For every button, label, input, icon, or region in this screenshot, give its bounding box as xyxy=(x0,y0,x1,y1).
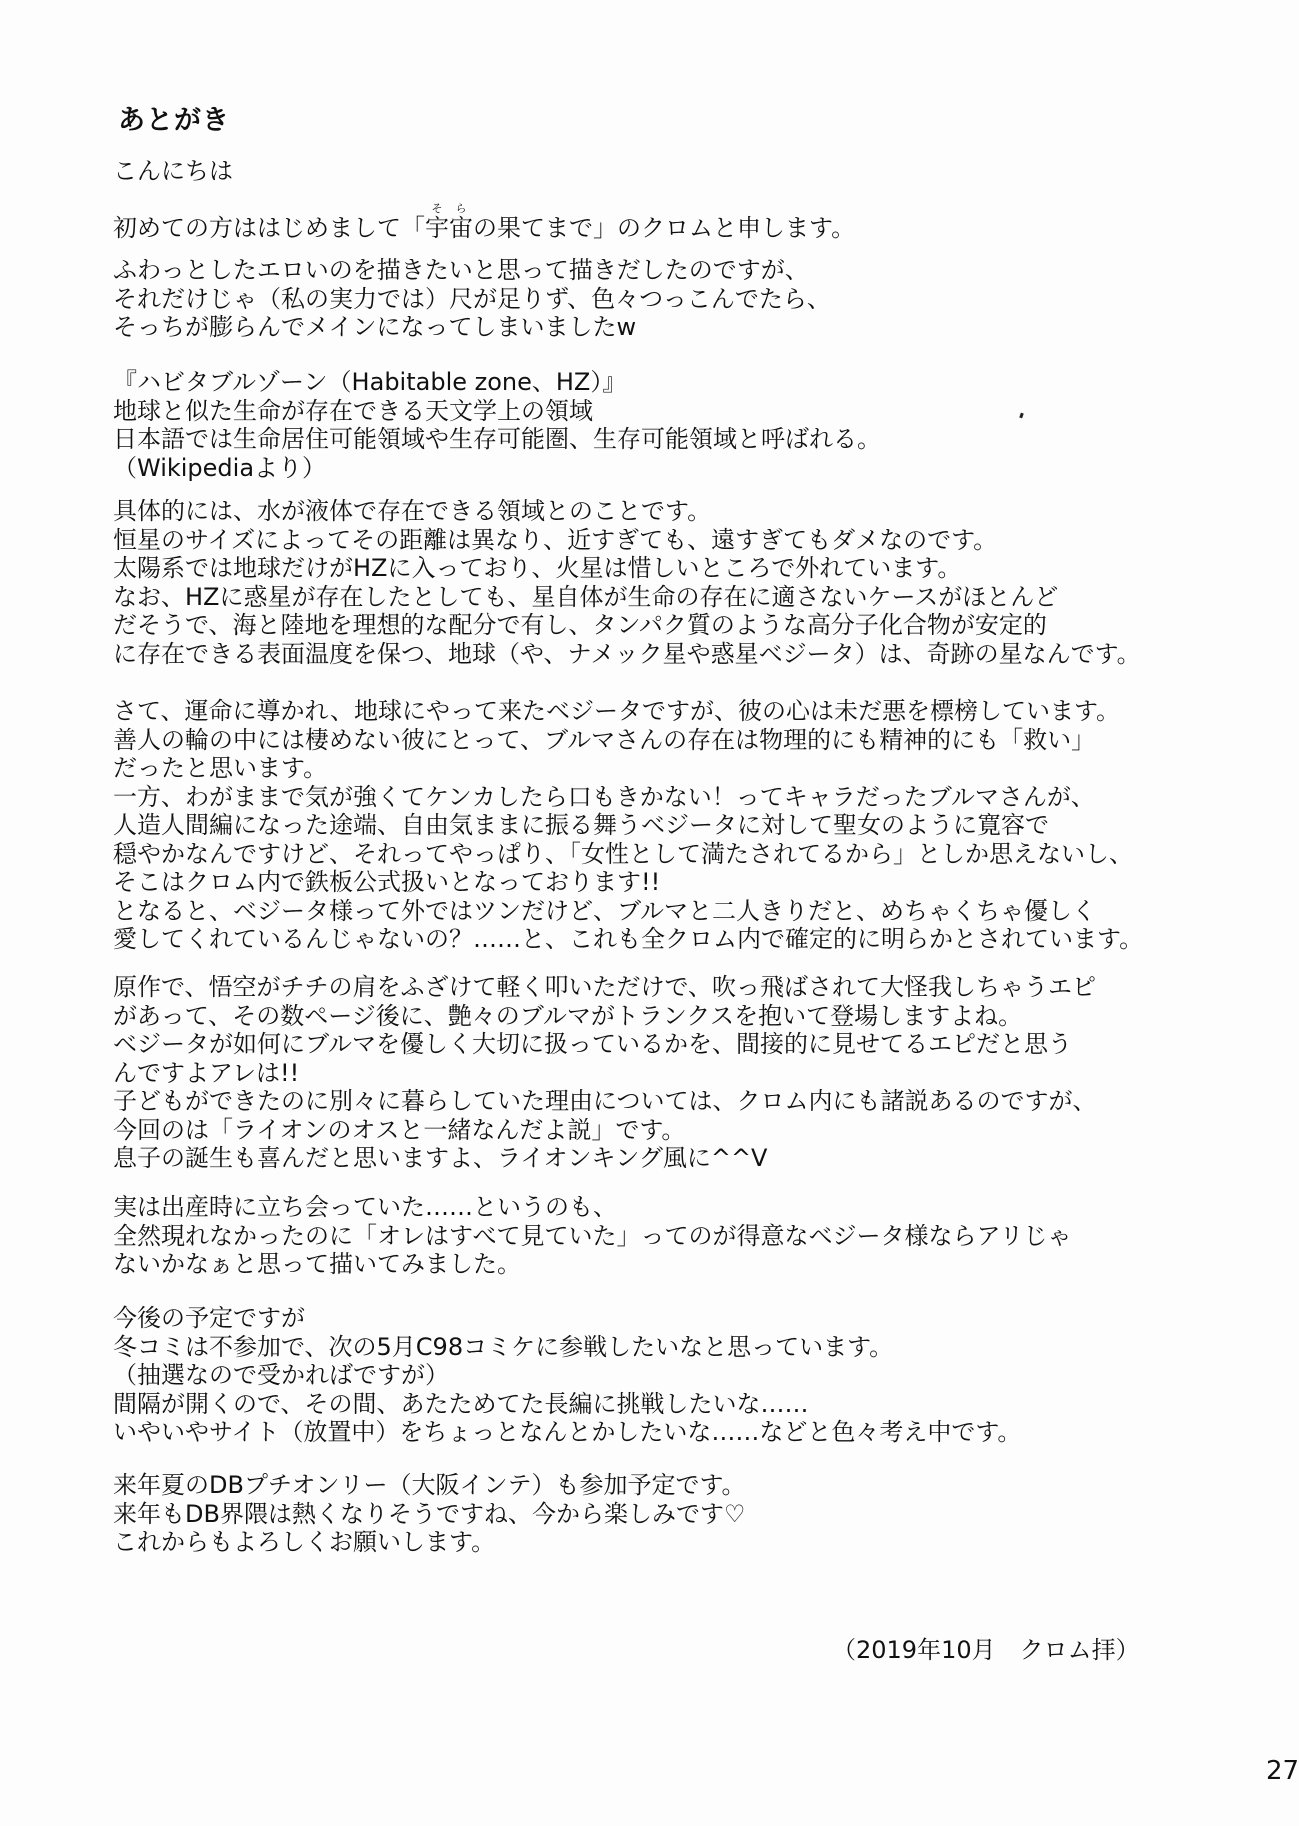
text-line: 実は出産時に立ち会っていた……というのも、 xyxy=(113,1193,617,1221)
text-line: 原作で、悟空がチチの肩をふざけて軽く叩いただけで、吹っ飛ばされて大怪我しちゃうエピ xyxy=(113,973,1097,1001)
signature: （2019年10月 クロム拝） xyxy=(832,1636,1140,1664)
text-line: 太陽系では地球だけがHZに入っており、火星は惜しいところで外れています。 xyxy=(113,554,962,582)
text-line: 子どもができたのに別々に暮らしていた理由については、クロム内にも諸説あるのですが、 xyxy=(113,1087,1097,1115)
page-number: 27 xyxy=(1266,1756,1299,1786)
text-line: いやいやサイト（放置中）をちょっとなんとかしたいな……などと色々考え中です。 xyxy=(113,1418,1022,1446)
text-segment: 初めての方ははじめまして「 xyxy=(113,214,425,242)
text-line: 間隔が開くので、その間、あたためてた長編に挑戦したいな…… xyxy=(113,1389,809,1418)
greeting-paragraph xyxy=(113,157,233,186)
text-line: 冬コミは不参加で、次の5月C98コミケに参戦したいなと思っています。 xyxy=(113,1332,894,1361)
text-line: そこはクロム内で鉄板公式扱いとなっております!! xyxy=(113,868,661,896)
text-line: さて、運命に導かれ、地球にやって来たベジータですが、彼の心は未だ悪を標榜しています。 xyxy=(113,697,1121,725)
text-line: だそうで、海と陸地を理想的な配分で有し、タンパク質のような高分子化合物が安定的 xyxy=(113,611,1047,639)
paragraph-2 xyxy=(113,256,831,342)
text-line: 日本語では生命居住可能領域や生存可能圏、生存可能領域と呼ばれる。 xyxy=(113,425,881,453)
text-line: となると、ベジータ様って外ではツンだけど、ブルマと二人きりだと、めちゃくちゃ優しく xyxy=(113,896,1097,925)
text-line: んですよアレは!! xyxy=(113,1058,300,1087)
paragraph-7 xyxy=(113,1193,1072,1279)
text-line: 愛してくれているんじゃないの？……と、これも全クロム内で確定的に明らかとされています。 xyxy=(113,925,1144,953)
text-line: 恒星のサイズによってその距離は異なり、近すぎても、遠すぎてもダメなのです。 xyxy=(113,525,998,554)
text-line: 一方、わがままで気が強くてケンカしたら口もきかない！ってキャラだったブルマさんが、 xyxy=(113,782,1095,811)
text-line: これからもよろしくお願いします。 xyxy=(113,1528,496,1556)
text-line: に存在できる表面温度を保つ、地球（や、ナメック星や惑星ベジータ）は、奇跡の星なんです。 xyxy=(113,639,1141,668)
text-line: 地球と似た生命が存在できる天文学上の領域 xyxy=(113,396,593,425)
paragraph-4 xyxy=(113,497,1141,668)
text-line: ベジータが如何にブルマを優しく大切に扱っているかを、間接的に見せてるエピだと思う xyxy=(113,1030,1073,1058)
text-line: それだけじゃ（私の実力では）尺が足りず、色々つっこんでたら、 xyxy=(113,284,831,313)
text-line: があって、その数ページ後に、艶々のブルマがトランクスを抱いて登場しますよね。 xyxy=(113,1001,1023,1030)
text-line: 善人の輪の中には棲めない彼にとって、ブルマさんの存在は物理的にも精神的にも「救い」 xyxy=(113,725,1096,754)
text-segment: の果てまで」のクロムと申します。 xyxy=(473,214,856,242)
afterword-heading: あとがき xyxy=(118,105,230,136)
text-line: （Wikipediaより） xyxy=(113,453,327,482)
text-line xyxy=(113,202,855,243)
scan-speck xyxy=(1019,413,1024,419)
ruby-word xyxy=(425,202,473,242)
text-line: ふわっとしたエロいのを描きたいと思って描きだしたのですが、 xyxy=(113,256,809,284)
text-line: こんにちは xyxy=(113,157,233,185)
text-line: 今回のは「ライオンのオスと一緒なんだよ説」です。 xyxy=(113,1115,686,1144)
text-line: 穏やかなんですけど、それってやっぱり、「女性として満たされてるから」としか思えないし、 xyxy=(113,839,1133,868)
text-line: 息子の誕生も喜んだと思いますよ、ライオンキング風に^^V xyxy=(113,1144,768,1172)
intro-paragraph xyxy=(113,202,855,243)
text-line: そっちが膨らんでメインになってしまいましたw xyxy=(113,313,637,341)
paragraph-6 xyxy=(113,973,1097,1173)
text-line: ないかなぁと思って描いてみました。 xyxy=(113,1250,521,1278)
text-line: （抽選なので受かればですが） xyxy=(113,1361,449,1389)
text-line: 来年もDB界隈は熱くなりそうですね、今から楽しみです♡ xyxy=(113,1499,746,1528)
text-line: 来年夏のDBプチオンリー（大阪インテ）も参加予定です。 xyxy=(113,1471,746,1499)
paragraph-closing xyxy=(113,1471,746,1557)
text-line: 『ハビタブルゾーン（Habitable zone、HZ）』 xyxy=(113,368,627,396)
text-line: 全然現れなかったのに「オレはすべて見ていた」ってのが得意なベジータ様ならアリじゃ xyxy=(113,1221,1072,1250)
text-line: だったと思います。 xyxy=(113,754,328,782)
paragraph-future-plans xyxy=(113,1304,1021,1447)
paragraph-5 xyxy=(113,697,1143,954)
ruby-base: 宇宙 xyxy=(425,214,473,242)
text-line: 具体的には、水が液体で存在できる領域とのことです。 xyxy=(113,497,712,525)
text-line: 人造人間編になった途端、自由気ままに振る舞うベジータに対して聖女のように寛容で xyxy=(113,811,1049,839)
text-line: 今後の予定ですが xyxy=(113,1304,305,1332)
paragraph-habitable-zone xyxy=(113,368,881,482)
text-line: なお、HZに惑星が存在したとしても、星自体が生命の存在に適さないケースがほとんど xyxy=(113,582,1059,611)
ruby-reading: そら xyxy=(425,202,473,215)
